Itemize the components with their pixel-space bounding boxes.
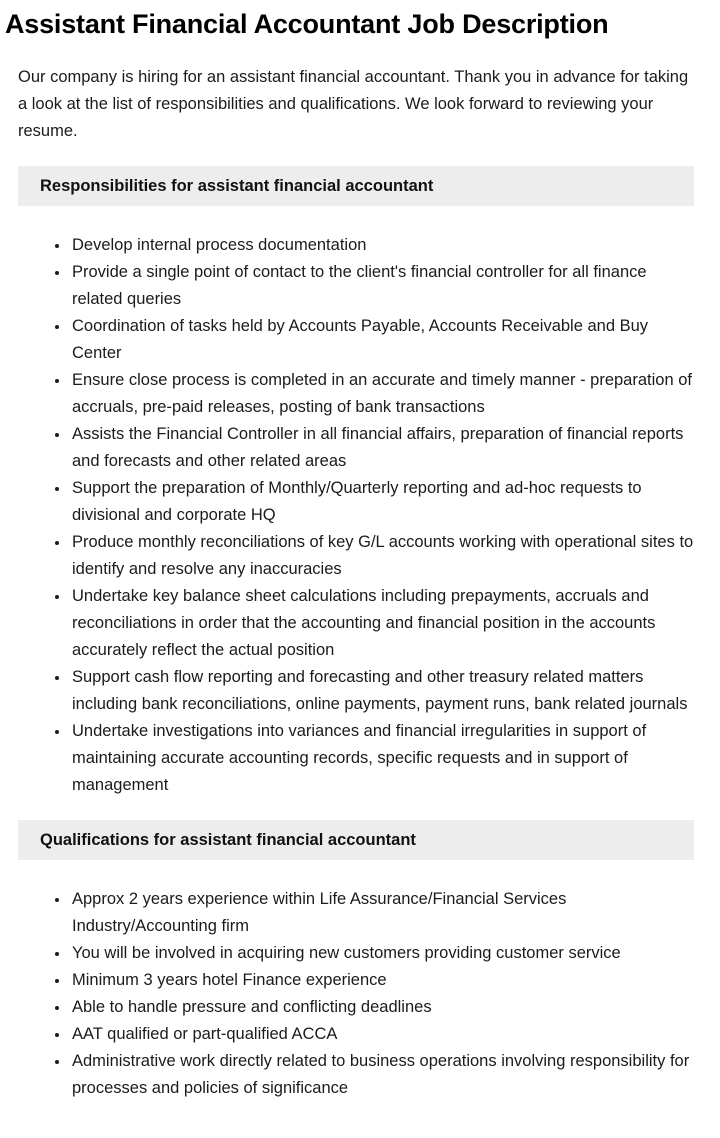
- responsibilities-heading: Responsibilities for assistant financial accountant: [40, 176, 434, 195]
- list-item: • Support cash flow reporting and forecasting and other treasury related matters including bank reconciliations, online payments, payment runs, bank related journals: [70, 664, 694, 718]
- list-item: • Ensure close process is completed in an accurate and timely manner - preparation of accruals, pre-paid releases, posting of bank transactions: [70, 367, 694, 421]
- job-description-page: [0, 8, 720, 1138]
- page-content: [0, 64, 720, 1102]
- list-item: • Produce monthly reconciliations of key G/L accounts working with operational sites to identify and resolve any inaccuracies: [70, 529, 694, 583]
- qualifications-section-header: [18, 820, 694, 860]
- list-item: • Provide a single point of contact to the client's financial controller for all finance related queries: [70, 259, 694, 313]
- list-item: • You will be involved in acquiring new customers providing customer service: [70, 940, 694, 967]
- responsibilities-section-header: [18, 166, 694, 206]
- list-item: • Able to handle pressure and conflicting deadlines: [70, 994, 694, 1021]
- list-item: • Approx 2 years experience within Life Assurance/Financial Services Industry/Accounting firm: [70, 886, 694, 940]
- list-item: • AAT qualified or part-qualified ACCA: [70, 1021, 694, 1048]
- responsibilities-list: [18, 232, 694, 799]
- list-item: • Undertake investigations into variances and financial irregularities in support of maintaining accurate accounting records, specific requests and in support of management: [70, 718, 694, 799]
- list-item: • Support the preparation of Monthly/Quarterly reporting and ad-hoc requests to divisional and corporate HQ: [70, 475, 694, 529]
- intro-paragraph: Our company is hiring for an assistant financial accountant. Thank you in advance for taking a look at the list of responsibilities and qualifications. We look forward to reviewing your resume.: [18, 67, 689, 140]
- list-item: • Undertake key balance sheet calculations including prepayments, accruals and reconciliations in order that the accounting and financial position in the accounts accurately reflect the actual position: [70, 583, 694, 664]
- qualifications-heading: Qualifications for assistant financial accountant: [40, 830, 416, 849]
- qualifications-list: [18, 886, 694, 1102]
- page-title: Assistant Financial Accountant Job Description: [5, 9, 609, 39]
- list-item: • Minimum 3 years hotel Finance experience: [70, 967, 694, 994]
- list-item: • Develop internal process documentation: [70, 232, 694, 259]
- list-item: • Assists the Financial Controller in all financial affairs, preparation of financial reports and forecasts and other related areas: [70, 421, 694, 475]
- list-item: • Administrative work directly related to business operations involving responsibility for processes and policies of significance: [70, 1048, 694, 1102]
- list-item: • Coordination of tasks held by Accounts Payable, Accounts Receivable and Buy Center: [70, 313, 694, 367]
